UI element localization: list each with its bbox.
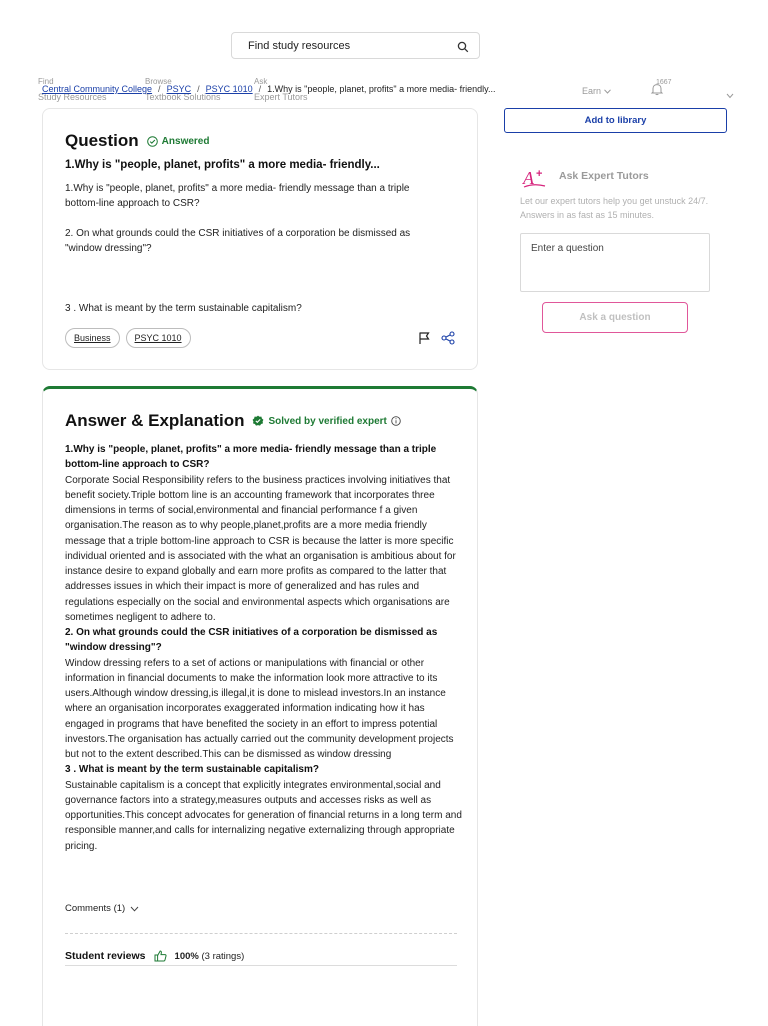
breadcrumb xyxy=(42,84,496,94)
question-header xyxy=(65,131,209,151)
chevron-down-icon xyxy=(604,89,611,94)
divider xyxy=(65,933,457,934)
check-circle-icon xyxy=(147,136,158,147)
search-input[interactable] xyxy=(232,33,479,58)
nav-find-sub: Study Resources xyxy=(38,92,107,102)
answered-badge xyxy=(147,136,210,147)
question-actions xyxy=(417,331,455,350)
earn-menu[interactable] xyxy=(582,86,611,96)
flag-icon[interactable] xyxy=(417,331,431,350)
notification-count: 1667 xyxy=(656,79,672,86)
tag-list xyxy=(65,328,191,348)
nav-ask-sub: Expert Tutors xyxy=(254,92,308,102)
breadcrumb-current: 1.Why is "people, planet, profits" a more media- friendly... xyxy=(267,84,496,94)
question-paragraph xyxy=(65,271,445,286)
answered-label: Answered xyxy=(161,135,210,147)
svg-text:A: A xyxy=(523,168,534,188)
ask-tutors-description: Let our expert tutors help you get unstuck 24/7. Answers in as fast as 15 minutes. xyxy=(520,196,709,220)
comments-label: Comments (1) xyxy=(65,903,126,914)
divider xyxy=(65,965,457,966)
answer-question-1: 1.Why is "people, planet, profits" a more media- friendly message than a triple bottom-line approach to CSR? xyxy=(65,444,437,471)
answer-text-1: Corporate Social Responsibility refers to the business practices involving initiatives that benefit society.Triple bottom line is an accounting framework that incorporates three dimensions in terms of social,environmental and financial performance f a given organisation.The reason as to why people,planet,profits are a more media friendly message that a triple bottom-line approach to CSR is because the latter is more specific individual oriented and is associated with the what an organisation is ambitious about for instance desire to expand globally and earn more profits as compared to the latter that addresses issues in which their impact is more of generalized and has rules and regulations especially on the social and environmental aspects which organisations are sometimes negligent to adhere to. xyxy=(65,474,456,623)
breadcrumb-course[interactable]: PSYC 1010 xyxy=(205,84,253,94)
reviews-label: Student reviews xyxy=(65,950,146,962)
ask-tutors-title: Ask Expert Tutors xyxy=(559,170,649,182)
nav-browse-sub: Textbook Solutions xyxy=(145,92,221,102)
student-reviews xyxy=(65,950,244,962)
answer-question-3: 3 . What is meant by the term sustainable capitalism? xyxy=(65,764,319,776)
breadcrumb-subject[interactable]: PSYC xyxy=(166,84,192,94)
answer-heading: Answer & Explanation xyxy=(65,411,245,430)
question-title: 1.Why is "people, planet, profits" a more media- friendly... xyxy=(65,159,380,171)
chevron-down-icon xyxy=(130,906,139,912)
svg-text:+: + xyxy=(536,168,543,180)
add-to-library-button[interactable]: Add to library xyxy=(504,108,727,133)
thumbs-up-icon xyxy=(154,950,167,962)
answer-header xyxy=(65,411,401,431)
reviews-count: (3 ratings) xyxy=(201,950,245,962)
share-icon[interactable] xyxy=(441,331,455,350)
answer-card xyxy=(42,386,478,1026)
question-card xyxy=(42,108,478,370)
answer-text-2: Window dressing refers to a set of actions or manipulations with financial or other information in financial documents to make the information look more attractive to its users.Although window dressing,is illegal,it is done to mislead investors.In an instance where an organisation incorporates exaggerated information indicating how it has engaged in programs that have benefited the society in an effort to impress potential investors.The organisation has actually carried out the community development projects but not to the extent described.This can be dismissed as window dressing xyxy=(65,657,454,760)
ask-question-input[interactable] xyxy=(520,233,710,292)
breadcrumb-separator: / xyxy=(158,84,161,94)
earn-label: Earn xyxy=(582,86,602,96)
tag-course[interactable]: PSYC 1010 xyxy=(126,328,191,348)
comments-toggle[interactable] xyxy=(65,903,139,914)
breadcrumb-college[interactable]: Central Community College xyxy=(42,84,153,94)
search-icon[interactable] xyxy=(457,40,469,58)
verified-shield-icon xyxy=(252,415,264,427)
breadcrumb-separator: / xyxy=(197,84,200,94)
question-body xyxy=(65,181,445,331)
nav-ask-label: Ask xyxy=(254,77,268,86)
nav-browse-label: Browse xyxy=(145,77,172,86)
a-plus-icon xyxy=(522,166,548,195)
verified-badge xyxy=(252,415,400,427)
reviews-summary xyxy=(175,951,245,962)
question-heading: Question xyxy=(65,131,139,150)
answer-text-3: Sustainable capitalism is a concept that explicitly integrates environmental,social and governance factors into a strategy,measures outputs and accesses risks as well as opportunities.This concept advocates for generation of financial returns in a long term and responsible manner,and calls for internalizing negative externalizing through appropriate pricing. xyxy=(65,779,462,852)
reviews-percent: 100% xyxy=(174,950,199,962)
question-paragraph: 3 . What is meant by the term sustainable capitalism? xyxy=(65,303,302,314)
search-bar[interactable] xyxy=(231,32,480,59)
breadcrumb-separator: / xyxy=(258,84,262,94)
account-chevron-down-icon[interactable] xyxy=(726,86,734,104)
verified-label: Solved by verified expert xyxy=(268,415,387,427)
question-paragraph: 2. On what grounds could the CSR initiatives of a corporation be dismissed as "window dressing"? xyxy=(65,228,411,254)
question-paragraph: 1.Why is "people, planet, profits" a more media- friendly message than a triple bottom-line approach to CSR? xyxy=(65,183,410,209)
info-icon[interactable] xyxy=(391,416,401,426)
answer-body xyxy=(65,442,465,854)
tag-business[interactable]: Business xyxy=(65,328,120,348)
answer-question-2: 2. On what grounds could the CSR initiatives of a corporation be dismissed as "window dressing"? xyxy=(65,627,438,654)
nav-find-label: Find xyxy=(38,77,54,86)
ask-question-button[interactable]: Ask a question xyxy=(542,302,688,333)
